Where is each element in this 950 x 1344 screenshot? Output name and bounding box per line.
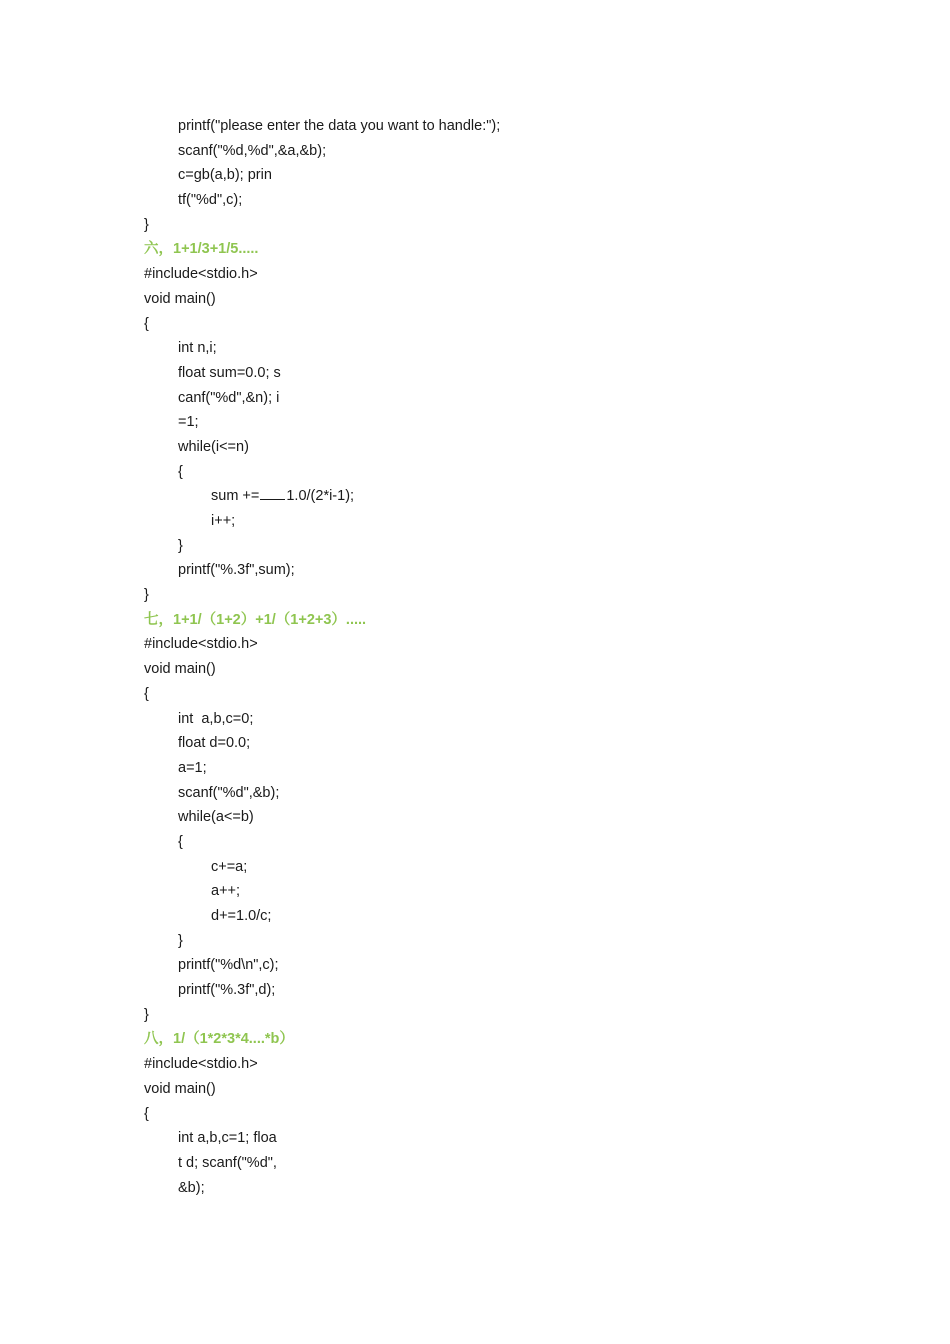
code-line: d+=1.0/c; <box>211 908 272 924</box>
code-line: float d=0.0; <box>178 735 251 752</box>
code-line: i++; <box>211 513 236 529</box>
code-listing <box>144 114 500 1200</box>
code-line: { <box>144 1105 149 1122</box>
code-line: } <box>178 537 183 554</box>
code-line: { <box>178 833 183 850</box>
code-line: &b); <box>178 1179 205 1196</box>
code-line: int n,i; <box>178 340 217 357</box>
code-line: while(a<=b) <box>178 809 254 826</box>
code-line: { <box>144 685 149 702</box>
code-line <box>144 484 500 509</box>
code-line: } <box>178 932 183 949</box>
code-line: void main() <box>144 661 216 678</box>
code-line: int a,b,c=0; <box>178 710 254 727</box>
code-line: void main() <box>144 1080 216 1097</box>
code-line: int a,b,c=1; floa <box>178 1130 277 1147</box>
code-line: =1; <box>178 414 199 431</box>
code-line: } <box>144 216 149 233</box>
section-heading: 六，1+1/3+1/5..... <box>144 241 259 258</box>
code-line: #include<stdio.h> <box>144 266 258 283</box>
code-line: { <box>144 315 149 332</box>
code-line: { <box>178 463 183 480</box>
code-line: } <box>144 1006 149 1023</box>
code-line: c=gb(a,b); prin <box>178 167 272 184</box>
code-line: #include<stdio.h> <box>144 636 258 653</box>
code-line: } <box>144 587 149 604</box>
code-line: tf("%d",c); <box>178 192 243 209</box>
code-line: scanf("%d",&b); <box>178 784 280 801</box>
code-line: printf("please enter the data you want to handle:"); <box>178 118 501 134</box>
code-line: printf("%.3f",sum); <box>178 562 295 579</box>
fill-in-blank <box>260 484 285 500</box>
section-heading: 七，1+1/（1+2）+1/（1+2+3）..... <box>144 611 367 628</box>
code-line: #include<stdio.h> <box>144 1056 258 1073</box>
code-text: 1.0/(2*i-1); <box>286 488 355 505</box>
code-line: c+=a; <box>211 858 248 875</box>
code-line: printf("%.3f",d); <box>178 982 276 999</box>
code-line: a=1; <box>178 759 207 776</box>
code-line: t d; scanf("%d", <box>178 1154 277 1171</box>
code-line: scanf("%d,%d",&a,&b); <box>178 142 327 159</box>
code-line: float sum=0.0; s <box>178 364 281 381</box>
code-line: while(i<=n) <box>178 438 249 455</box>
section-heading: 八，1/（1*2*3*4....*b） <box>144 1031 294 1048</box>
code-line: printf("%d\n",c); <box>178 957 279 974</box>
code-line: a++; <box>211 883 241 900</box>
code-line: void main() <box>144 290 216 307</box>
code-line: canf("%d",&n); i <box>178 389 280 406</box>
code-text: sum += <box>211 488 260 505</box>
